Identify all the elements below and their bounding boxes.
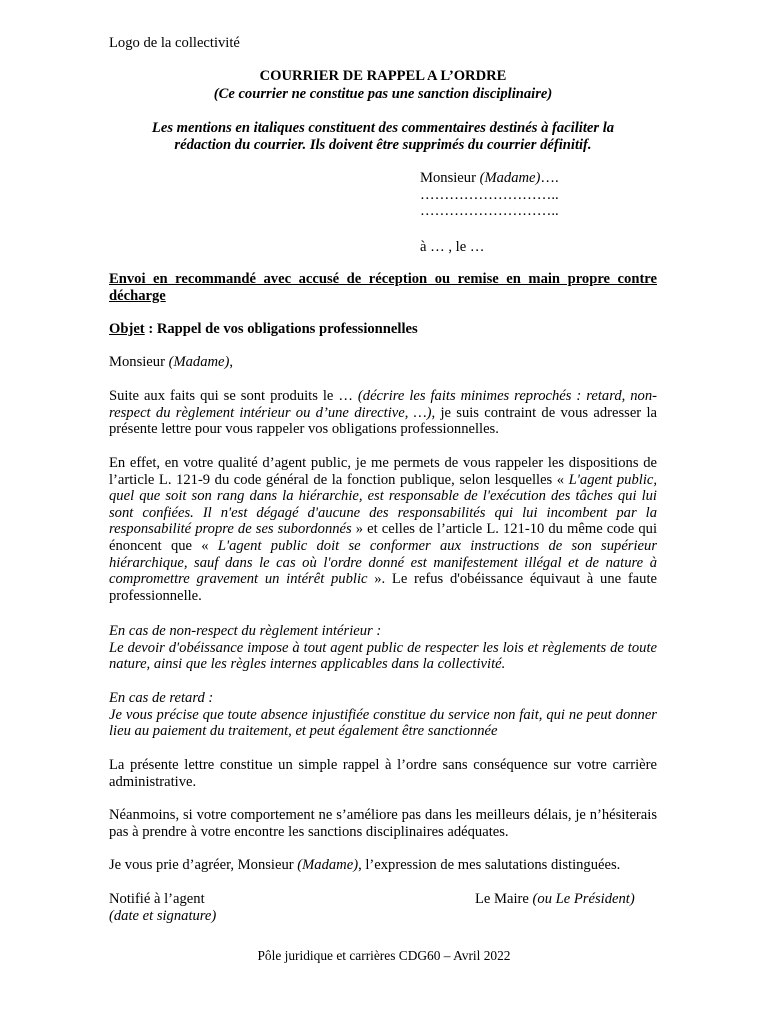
recipient-block bbox=[420, 170, 657, 255]
case-rules-text: Le devoir d'obéissance impose à tout agent public de respecter les lois et règlements de toute nature, ainsi que les règles internes applicables dans la collectivité. bbox=[109, 639, 657, 673]
logo-placeholder: Logo de la collectivité bbox=[109, 35, 240, 51]
paragraph-legal: En effet, en votre qualité d’agent public, je me permets de vous rappeler les dispositions de l’article L. 121-9 du code général de la fonction publique, selon lesquelles « L'agent public, quel que soit son rang dans la hiérarchie, est responsable de l'exécution des tâches qui lui sont confiées. Il n'est dégagé d'aucune des responsabilités qui lui incombent par la responsabilité propre de ses subordonnés » et celles de l’article L. 121-10 du même code qui énoncent que « L'agent public doit se conformer aux instructions de son supérieur hiérarchique, sauf dans le cas où l'ordre donné est manifestement illégal et de nature à compromettre gravement un intérêt public ». Le refus d'obéissance équivaut à une faute professionnelle. bbox=[109, 455, 658, 604]
greeting: Monsieur (Madame), bbox=[109, 354, 234, 370]
recipient-line-3: ……………………….. bbox=[420, 203, 559, 220]
object-line: Objet : Rappel de vos obligations professionnelles bbox=[109, 321, 418, 337]
shipping-mode: Envoi en recommandé avec accusé de réception ou remise en main propre contre décharge bbox=[109, 271, 657, 304]
letter-subtitle: (Ce courrier ne constitue pas une sanction disciplinaire) bbox=[213, 86, 553, 102]
paragraph-warning: Néanmoins, si votre comportement ne s’améliore pas dans les meilleurs délais, je n’hésiterais pas à prendre à votre encontre les sanctions disciplinaires adéquates. bbox=[109, 807, 657, 840]
recipient-line-2: ……………………….. bbox=[420, 186, 559, 203]
letter-title: COURRIER DE RAPPEL A L’ORDRE bbox=[259, 68, 507, 84]
case-lateness bbox=[109, 690, 657, 740]
paragraph-no-consequence: La présente lettre constitue un simple rappel à l’ordre sans conséquence sur votre carrière administrative. bbox=[109, 757, 657, 790]
case-rules bbox=[109, 623, 657, 673]
paragraph-facts: Suite aux faits qui se sont produits le … (décrire les faits minimes reprochés : retard, non-respect du règlement intérieur ou d’une directive, …), je suis contraint de vous adresser la présente lettre pour vous rappeler vos obligations professionnelles. bbox=[109, 388, 657, 438]
place-and-date: à … , le … bbox=[420, 238, 485, 255]
agent-notification bbox=[109, 891, 216, 924]
case-lateness-text: Je vous précise que toute absence injustifiée constitue du service non fait, qui ne peut donner lieu au paiement du traitement, et peut également être sanctionnée bbox=[109, 706, 657, 740]
page-footer: Pôle juridique et carrières CDG60 – Avril 2022 bbox=[257, 948, 511, 963]
recipient-salutation: Monsieur (Madame)…. bbox=[420, 170, 559, 186]
case-rules-heading: En cas de non-respect du règlement intérieur : bbox=[109, 623, 382, 639]
instructions-note: Les mentions en italiques constituent des commentaires destinés à faciliter la rédaction du courrier. Ils doivent être supprimés du courrier définitif. bbox=[151, 120, 615, 153]
closing-formula: Je vous prie d’agréer, Monsieur (Madame), l’expression de mes salutations distinguées. bbox=[109, 857, 621, 873]
case-lateness-heading: En cas de retard : bbox=[109, 690, 214, 706]
date-signature-label: (date et signature) bbox=[109, 907, 217, 924]
notified-label: Notifié à l’agent bbox=[109, 891, 205, 907]
mayor-signature: Le Maire (ou Le Président) bbox=[475, 891, 635, 907]
